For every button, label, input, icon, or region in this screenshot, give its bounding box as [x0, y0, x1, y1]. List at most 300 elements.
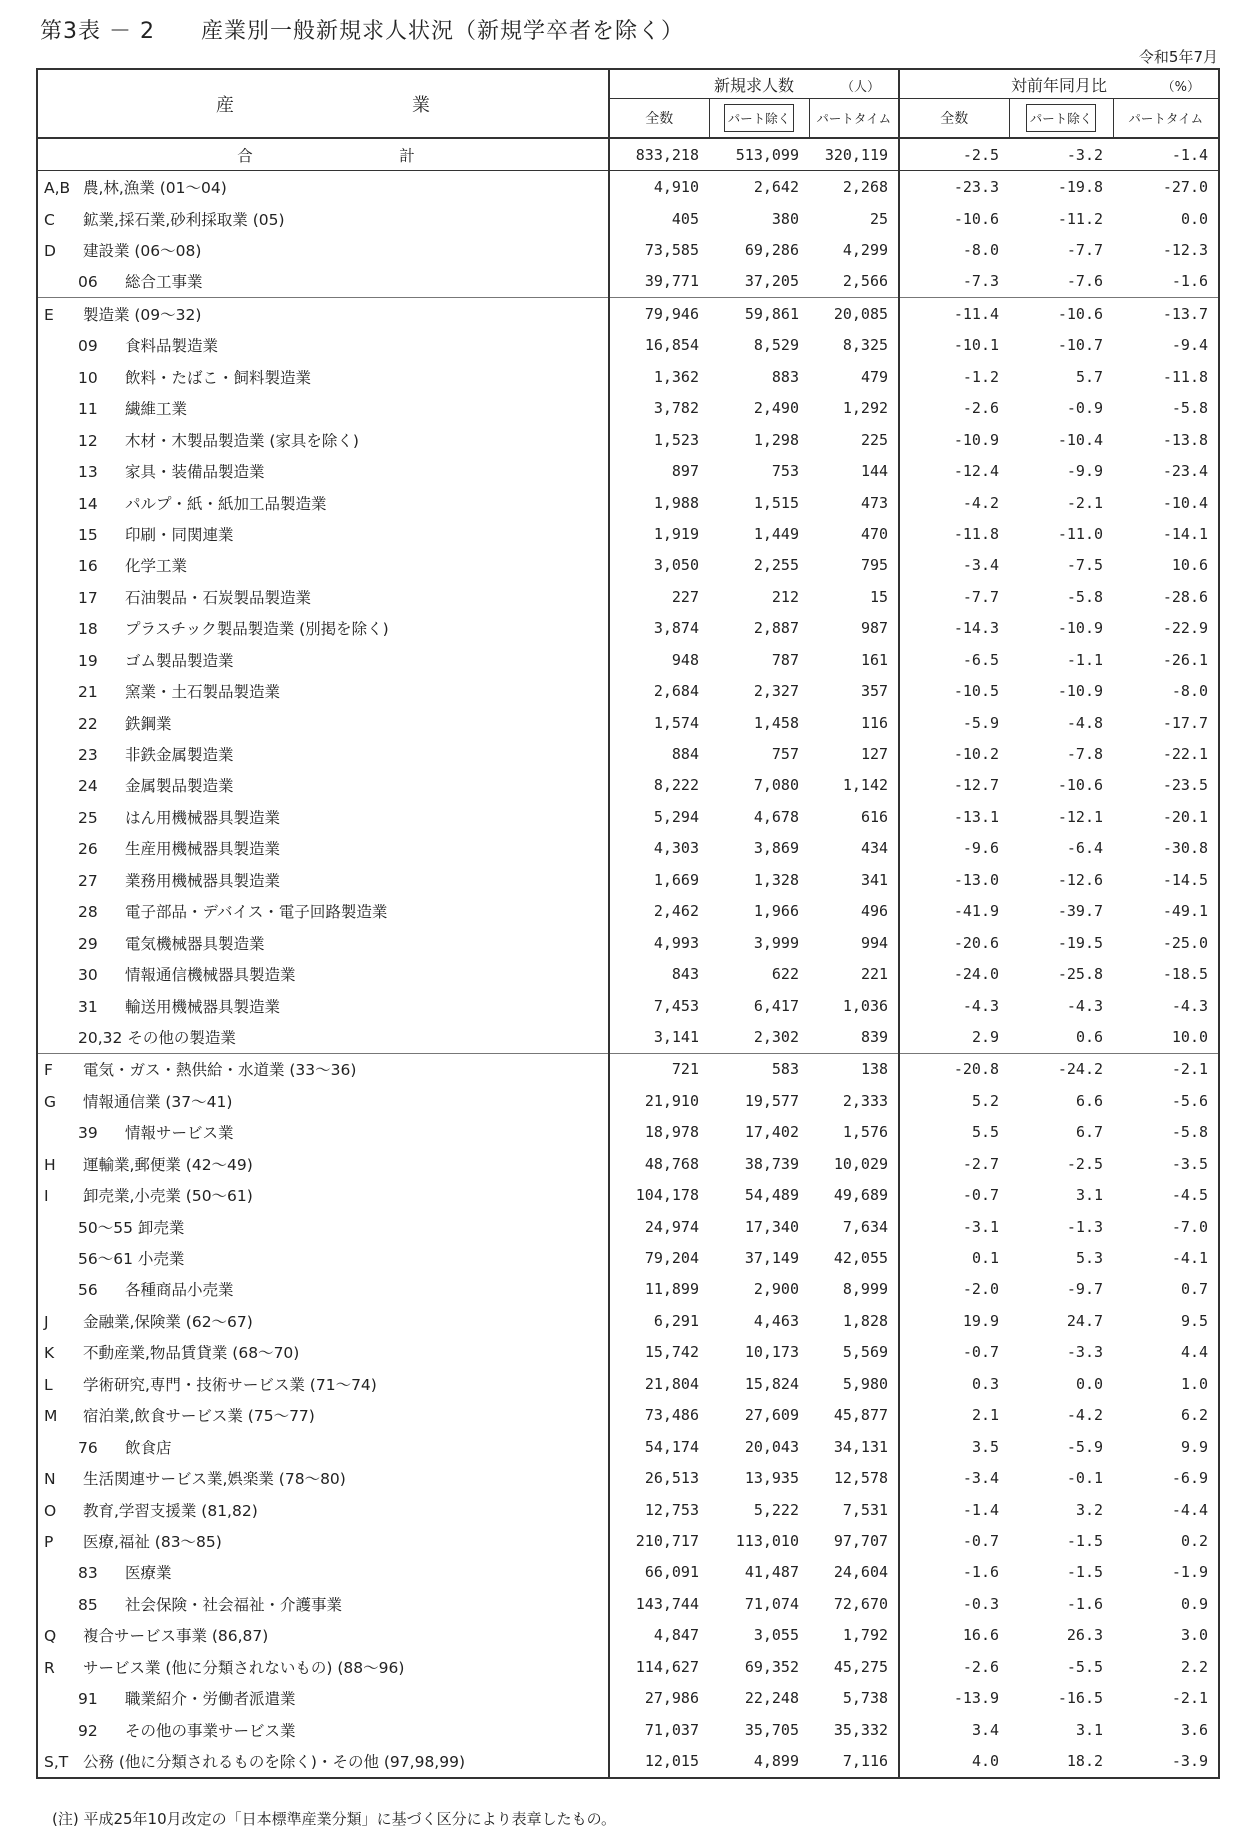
industry-name-cell	[37, 1274, 609, 1305]
openings-excl-part-cell: 622	[771, 965, 799, 984]
openings-excl-part-cell: 2,490	[753, 399, 799, 418]
openings-all-cell: 73,486	[644, 1406, 699, 1425]
table-row	[37, 770, 1219, 801]
ratio-excl-part-cell: -12.1	[1057, 807, 1104, 826]
table-row	[37, 1745, 1219, 1777]
openings-all-cell: 3,141	[653, 1027, 699, 1046]
industry-name-cell	[37, 613, 609, 644]
openings-part-cell: 994	[809, 927, 899, 958]
openings-excl-part-cell: 59,861	[709, 298, 809, 330]
ratio-excl-part-cell: -10.7	[1057, 336, 1104, 355]
openings-part-cell: 5,980	[809, 1368, 899, 1399]
ratio-part-cell: -26.1	[1162, 650, 1209, 669]
table-row	[37, 550, 1219, 581]
ratio-all-cell: -14.3	[953, 619, 1000, 638]
openings-all-cell: 18,978	[644, 1123, 699, 1142]
openings-all-cell: 71,037	[644, 1720, 699, 1739]
ratio-all-cell: -12.4	[953, 462, 1000, 481]
openings-part-cell: 795	[809, 550, 899, 581]
new-openings-unit: （人）	[841, 80, 881, 95]
ratio-part-cell: 1.0	[1180, 1374, 1209, 1393]
openings-excl-part-cell: 3,869	[753, 839, 799, 858]
ratio-all-cell: -9.6	[962, 839, 1000, 858]
industry-name-cell	[37, 1651, 609, 1682]
col-openings-excl-part	[709, 99, 809, 139]
openings-excl-part-cell: 380	[771, 209, 799, 228]
ratio-part-cell: -1.9	[1171, 1563, 1209, 1582]
total-openings-excl-part: 513,099	[709, 138, 809, 171]
ratio-all-cell: 3.5	[971, 1437, 1000, 1456]
industry-code: 76	[78, 1438, 98, 1457]
openings-excl-part-cell: 19,577	[744, 1091, 799, 1110]
ratio-excl-part-cell: 24.7	[1066, 1311, 1104, 1330]
industry-name: 小売業	[137, 1250, 185, 1269]
openings-all-cell: 1,669	[653, 870, 699, 889]
openings-part-cell: 42,055	[809, 1242, 899, 1273]
openings-part-cell: 2,566	[809, 266, 899, 298]
table-row	[37, 393, 1219, 424]
openings-excl-part-cell: 3,055	[753, 1626, 799, 1645]
ratio-excl-part-cell: 6.6	[1075, 1091, 1104, 1110]
openings-all-cell: 897	[671, 462, 699, 481]
openings-all-cell: 27,986	[644, 1689, 699, 1708]
industry-code: Q	[44, 1627, 57, 1646]
openings-excl-part-cell: 10,173	[744, 1343, 799, 1362]
yoy-ratio-group-header	[899, 69, 1219, 99]
openings-part-cell: 341	[809, 864, 899, 895]
ratio-excl-part-cell: 5.3	[1075, 1249, 1104, 1268]
ratio-all-cell: 16.6	[962, 1626, 1000, 1645]
openings-excl-part-cell: 2,327	[753, 682, 799, 701]
openings-excl-part-cell: 2,887	[753, 619, 799, 638]
openings-part-cell: 221	[809, 958, 899, 989]
ratio-excl-part-cell: -10.6	[1057, 776, 1104, 795]
table-row	[37, 1085, 1219, 1116]
ratio-all-cell: -13.1	[953, 807, 1000, 826]
ratio-excl-part-cell: -11.0	[1057, 524, 1104, 543]
table-row	[37, 1148, 1219, 1179]
ratio-excl-part-cell: 0.0	[1075, 1374, 1104, 1393]
ratio-part-cell: 9.9	[1180, 1437, 1209, 1456]
industry-name: 情報通信業 (37～41)	[82, 1092, 233, 1111]
ratio-all-cell: -7.3	[962, 272, 1000, 291]
industry-name-cell	[37, 1085, 609, 1116]
industry-name-cell	[37, 581, 609, 612]
openings-excl-part-cell: 13,935	[744, 1469, 799, 1488]
ratio-all-cell: -6.5	[962, 650, 1000, 669]
openings-excl-part-cell: 7,080	[753, 776, 799, 795]
industry-name: 電子部品・デバイス・電子回路製造業	[124, 903, 388, 922]
ratio-all-cell: -0.7	[962, 1531, 1000, 1550]
ratio-excl-part-cell: -7.5	[1066, 556, 1104, 575]
industry-name-cell	[37, 1682, 609, 1713]
table-row	[37, 927, 1219, 958]
ratio-excl-part-cell: -1.3	[1066, 1217, 1104, 1236]
total-openings-all: 833,218	[609, 138, 709, 171]
openings-all-cell: 6,291	[653, 1311, 699, 1330]
openings-part-cell: 357	[809, 675, 899, 706]
ratio-part-cell: -14.5	[1162, 870, 1209, 889]
table-row	[37, 864, 1219, 895]
ratio-part-cell: 6.2	[1180, 1406, 1209, 1425]
ratio-all-cell: -1.2	[962, 367, 1000, 386]
industry-name-cell	[37, 927, 609, 958]
industry-name: サービス業 (他に分類されないもの) (88～96)	[82, 1658, 405, 1677]
ratio-excl-part-cell: -4.2	[1066, 1406, 1104, 1425]
industry-code: 22	[78, 714, 98, 733]
total-openings-part: 320,119	[809, 138, 899, 171]
ratio-all-cell: -3.4	[962, 1469, 1000, 1488]
industry-code: F	[44, 1061, 53, 1080]
industry-code: 31	[78, 997, 98, 1016]
openings-part-cell: 97,707	[809, 1525, 899, 1556]
ratio-excl-part-cell: 5.7	[1075, 367, 1104, 386]
total-ratio-excl-part: -3.2	[1009, 138, 1113, 171]
total-label	[37, 138, 609, 171]
col-ratio-excl-part	[1009, 99, 1113, 139]
industry-code: 09	[78, 337, 98, 356]
industry-name: 繊維工業	[124, 400, 187, 419]
openings-part-cell: 616	[809, 801, 899, 832]
openings-excl-part-cell: 757	[771, 745, 799, 764]
ratio-all-cell: -3.1	[962, 1217, 1000, 1236]
ratio-part-cell: -14.1	[1162, 524, 1209, 543]
industry-code: 25	[78, 808, 98, 827]
ratio-part-cell: 0.7	[1180, 1280, 1209, 1299]
ratio-excl-part-cell: -9.9	[1066, 462, 1104, 481]
table-row	[37, 171, 1219, 203]
industry-name-cell	[37, 1148, 609, 1179]
industry-code: 20,32	[78, 1028, 123, 1047]
openings-excl-part-cell: 37,149	[744, 1249, 799, 1268]
ratio-part-cell: -5.8	[1171, 399, 1209, 418]
openings-excl-part-cell: 4,899	[753, 1752, 799, 1771]
table-row	[37, 424, 1219, 455]
ratio-all-cell: 19.9	[962, 1311, 1000, 1330]
openings-all-cell: 143,744	[635, 1594, 699, 1613]
industry-name: 宿泊業,飲食サービス業 (75～77)	[82, 1407, 315, 1426]
industry-name: 印刷・同関連業	[124, 525, 234, 544]
industry-name-cell	[37, 266, 609, 298]
openings-all-cell: 1,362	[653, 367, 699, 386]
openings-excl-part-cell: 22,248	[744, 1689, 799, 1708]
openings-all-cell: 104,178	[635, 1186, 699, 1205]
industry-code: G	[44, 1092, 57, 1111]
ratio-excl-part-cell: -6.4	[1066, 839, 1104, 858]
openings-all-cell: 4,993	[653, 933, 699, 952]
ratio-all-cell: -41.9	[953, 902, 1000, 921]
industry-name: その他の製造業	[127, 1028, 236, 1047]
ratio-all-cell: -2.6	[962, 399, 1000, 418]
table-row	[37, 518, 1219, 549]
openings-all-cell: 1,574	[653, 713, 699, 732]
openings-excl-part-cell: 2,302	[753, 1027, 799, 1046]
industry-name: 食料品製造業	[124, 337, 218, 356]
industry-job-openings-table	[36, 68, 1220, 1779]
industry-name-cell	[37, 1021, 609, 1053]
ratio-excl-part-cell: -2.5	[1066, 1154, 1104, 1173]
ratio-part-cell: 3.6	[1180, 1720, 1209, 1739]
ratio-excl-part-cell: -10.6	[1009, 298, 1113, 330]
openings-all-cell: 405	[671, 209, 699, 228]
openings-all-cell: 2,684	[653, 682, 699, 701]
openings-part-cell: 8,999	[809, 1274, 899, 1305]
industry-code: L	[44, 1375, 53, 1394]
ratio-excl-part-cell: -10.9	[1057, 619, 1104, 638]
table-row	[37, 1368, 1219, 1399]
openings-part-cell: 1,828	[809, 1305, 899, 1336]
industry-code: 15	[78, 525, 98, 544]
openings-all-cell: 3,782	[653, 399, 699, 418]
openings-excl-part-cell: 20,043	[744, 1437, 799, 1456]
industry-name: 鉄鋼業	[124, 714, 172, 733]
industry-code: S,T	[44, 1753, 69, 1772]
openings-all-cell: 884	[671, 745, 699, 764]
openings-all-cell: 21,910	[644, 1091, 699, 1110]
openings-excl-part-cell: 8,529	[753, 336, 799, 355]
industry-name: 業務用機械器具製造業	[124, 871, 280, 890]
openings-part-cell: 45,275	[809, 1651, 899, 1682]
ratio-excl-part-cell: 18.2	[1066, 1752, 1104, 1771]
yoy-ratio-group-label: 対前年同月比	[1011, 75, 1108, 95]
ratio-all-cell: -13.9	[953, 1689, 1000, 1708]
ratio-all-cell: -1.6	[962, 1563, 1000, 1582]
ratio-part-cell: -4.3	[1171, 996, 1209, 1015]
ratio-part-cell: -4.5	[1171, 1186, 1209, 1205]
openings-part-cell: 1,792	[809, 1620, 899, 1651]
ratio-all-cell: -2.0	[962, 1280, 1000, 1299]
ratio-all-cell: 0.3	[971, 1374, 1000, 1393]
industry-name: 化学工業	[124, 557, 187, 576]
industry-code: D	[44, 242, 56, 261]
openings-excl-part-cell: 41,487	[744, 1563, 799, 1582]
industry-code: 06	[78, 273, 98, 292]
industry-name-cell	[37, 361, 609, 392]
openings-part-cell: 1,142	[809, 770, 899, 801]
ratio-all-cell: 2.9	[971, 1027, 1000, 1046]
openings-excl-part-cell: 4,678	[753, 807, 799, 826]
ratio-part-cell: -13.7	[1113, 298, 1219, 330]
industry-name-cell	[37, 1242, 609, 1273]
industry-code: 16	[78, 557, 98, 576]
industry-name-cell	[37, 518, 609, 549]
ratio-all-cell: -4.3	[962, 996, 1000, 1015]
table-row	[37, 1242, 1219, 1273]
ratio-part-cell: 0.9	[1180, 1594, 1209, 1613]
openings-all-cell: 2,462	[653, 902, 699, 921]
openings-all-cell: 73,585	[644, 241, 699, 260]
industry-code: R	[44, 1658, 55, 1677]
table-row	[37, 675, 1219, 706]
industry-name-cell	[37, 1211, 609, 1242]
ratio-part-cell: -25.0	[1162, 933, 1209, 952]
table-row	[37, 1462, 1219, 1493]
industry-name-cell	[37, 738, 609, 769]
openings-all-cell: 948	[671, 650, 699, 669]
table-row	[37, 1337, 1219, 1368]
openings-excl-part-cell: 4,463	[753, 1311, 799, 1330]
industry-code: P	[44, 1532, 54, 1551]
industry-name: 公務 (他に分類されるものを除く)・その他 (97,98,99)	[82, 1753, 466, 1772]
table-row	[37, 1588, 1219, 1619]
ratio-all-cell: -12.7	[953, 776, 1000, 795]
openings-all-cell: 5,294	[653, 807, 699, 826]
openings-excl-part-cell: 583	[709, 1053, 809, 1085]
table-row	[37, 361, 1219, 392]
openings-excl-part-cell: 1,328	[753, 870, 799, 889]
openings-excl-part-cell: 71,074	[744, 1594, 799, 1613]
industry-code: 14	[78, 494, 98, 513]
openings-part-cell: 161	[809, 644, 899, 675]
table-row	[37, 1053, 1219, 1085]
industry-code: J	[44, 1312, 49, 1331]
industry-column-header: 産 業	[37, 69, 609, 138]
industry-code: E	[44, 305, 54, 324]
openings-excl-part-cell: 35,705	[744, 1720, 799, 1739]
openings-all-cell: 4,847	[653, 1626, 699, 1645]
industry-name-cell	[37, 801, 609, 832]
openings-excl-part-cell: 1,449	[753, 524, 799, 543]
openings-excl-part-cell: 17,340	[744, 1217, 799, 1236]
openings-excl-part-cell: 1,515	[753, 493, 799, 512]
ratio-excl-part-cell: -5.5	[1066, 1657, 1104, 1676]
openings-all-cell: 721	[609, 1053, 709, 1085]
openings-excl-part-cell: 2,900	[753, 1280, 799, 1299]
ratio-all-cell: -10.6	[953, 209, 1000, 228]
table-row	[37, 1305, 1219, 1336]
openings-part-cell: 49,689	[809, 1179, 899, 1210]
new-openings-group-label: 新規求人数	[714, 75, 795, 95]
industry-code: 29	[78, 934, 98, 953]
industry-name-cell	[37, 1462, 609, 1493]
openings-part-cell: 34,131	[809, 1431, 899, 1462]
industry-name: 木材・木製品製造業 (家具を除く)	[124, 431, 359, 450]
openings-excl-part-cell: 37,205	[744, 272, 799, 291]
table-row	[37, 1021, 1219, 1053]
industry-name-cell	[37, 1525, 609, 1556]
ratio-excl-part-cell: -3.3	[1066, 1343, 1104, 1362]
industry-name-cell	[37, 1431, 609, 1462]
openings-excl-part-cell: 1,966	[753, 902, 799, 921]
col-ratio-part: パートタイム	[1113, 99, 1219, 139]
industry-name: 医療業	[124, 1564, 172, 1583]
openings-all-cell: 7,453	[653, 996, 699, 1015]
openings-all-cell: 24,974	[644, 1217, 699, 1236]
ratio-excl-part-cell: -1.5	[1066, 1563, 1104, 1582]
ratio-excl-part-cell: -1.1	[1066, 650, 1104, 669]
openings-part-cell: 225	[809, 424, 899, 455]
industry-code: 10	[78, 368, 98, 387]
openings-part-cell: 473	[809, 487, 899, 518]
ratio-part-cell: -2.1	[1171, 1689, 1209, 1708]
ratio-excl-part-cell: 3.2	[1075, 1500, 1104, 1519]
ratio-all-cell: -2.7	[962, 1154, 1000, 1173]
ratio-excl-part-cell: -10.4	[1057, 430, 1104, 449]
ratio-part-cell: 2.2	[1180, 1657, 1209, 1676]
ratio-part-cell: -23.5	[1162, 776, 1209, 795]
industry-name: 農,林,漁業 (01～04)	[82, 179, 227, 198]
table-row	[37, 1525, 1219, 1556]
col-ratio-total: 全数	[899, 99, 1009, 139]
industry-code: 30	[78, 966, 98, 985]
industry-code: 85	[78, 1595, 98, 1614]
table-title: 第3表 － 2 産業別一般新規求人状況（新規学卒者を除く）	[40, 19, 684, 44]
table-row	[37, 613, 1219, 644]
ratio-excl-part-cell: 26.3	[1066, 1626, 1104, 1645]
ratio-all-cell: -10.5	[953, 682, 1000, 701]
openings-all-cell: 21,804	[644, 1374, 699, 1393]
industry-name-cell	[37, 298, 609, 330]
table-row	[37, 1117, 1219, 1148]
openings-excl-part-cell: 1,298	[753, 430, 799, 449]
openings-part-cell: 12,578	[809, 1462, 899, 1493]
ratio-excl-part-cell: -10.9	[1057, 682, 1104, 701]
table-row	[37, 298, 1219, 330]
openings-all-cell: 79,946	[609, 298, 709, 330]
table-row	[37, 738, 1219, 769]
ratio-part-cell: -4.1	[1171, 1249, 1209, 1268]
openings-part-cell: 25	[809, 203, 899, 234]
openings-all-cell: 114,627	[635, 1657, 699, 1676]
ratio-part-cell: -6.9	[1171, 1469, 1209, 1488]
industry-name: 医療,福祉 (83～85)	[82, 1532, 222, 1551]
ratio-all-cell: -0.7	[962, 1343, 1000, 1362]
ratio-part-cell: 9.5	[1180, 1311, 1209, 1330]
industry-name: 社会保険・社会福祉・介護事業	[124, 1595, 342, 1614]
table-row	[37, 203, 1219, 234]
ratio-part-cell: -18.5	[1162, 965, 1209, 984]
openings-part-cell: 116	[809, 707, 899, 738]
industry-code: 56～61	[78, 1250, 133, 1269]
ratio-all-cell: -10.1	[953, 336, 1000, 355]
industry-code: 11	[78, 400, 98, 419]
openings-all-cell: 48,768	[644, 1154, 699, 1173]
table-row	[37, 1400, 1219, 1431]
ratio-all-cell: 5.2	[971, 1091, 1000, 1110]
table-row	[37, 801, 1219, 832]
openings-all-cell: 1,919	[653, 524, 699, 543]
openings-part-cell: 496	[809, 896, 899, 927]
industry-name-cell	[37, 1305, 609, 1336]
table-row	[37, 266, 1219, 298]
ratio-part-cell: 0.0	[1180, 209, 1209, 228]
col-openings-part: パートタイム	[809, 99, 899, 139]
openings-part-cell: 2,268	[809, 171, 899, 203]
ratio-excl-part-cell: -12.6	[1057, 870, 1104, 889]
openings-part-cell: 1,292	[809, 393, 899, 424]
ratio-part-cell: -5.8	[1171, 1123, 1209, 1142]
industry-name-cell	[37, 1337, 609, 1368]
industry-name: 電気・ガス・熱供給・水道業 (33～36)	[82, 1061, 357, 1080]
ratio-all-cell: -3.4	[962, 556, 1000, 575]
ratio-excl-part-cell: -9.7	[1066, 1280, 1104, 1299]
industry-code: 13	[78, 463, 98, 482]
ratio-all-cell: -13.0	[953, 870, 1000, 889]
openings-part-cell: 987	[809, 613, 899, 644]
ratio-part-cell: -23.4	[1162, 462, 1209, 481]
ratio-part-cell: -12.3	[1162, 241, 1209, 260]
openings-all-cell: 210,717	[635, 1531, 699, 1550]
ratio-excl-part-cell: -11.2	[1057, 209, 1104, 228]
industry-name: 石油製品・石炭製品製造業	[124, 588, 311, 607]
table-row	[37, 455, 1219, 486]
ratio-part-cell: -2.1	[1113, 1053, 1219, 1085]
ratio-part-cell: -8.0	[1171, 682, 1209, 701]
table-row	[37, 1620, 1219, 1651]
industry-name: 職業紹介・労働者派遣業	[124, 1690, 296, 1709]
openings-all-cell: 227	[671, 587, 699, 606]
industry-name-cell	[37, 234, 609, 265]
